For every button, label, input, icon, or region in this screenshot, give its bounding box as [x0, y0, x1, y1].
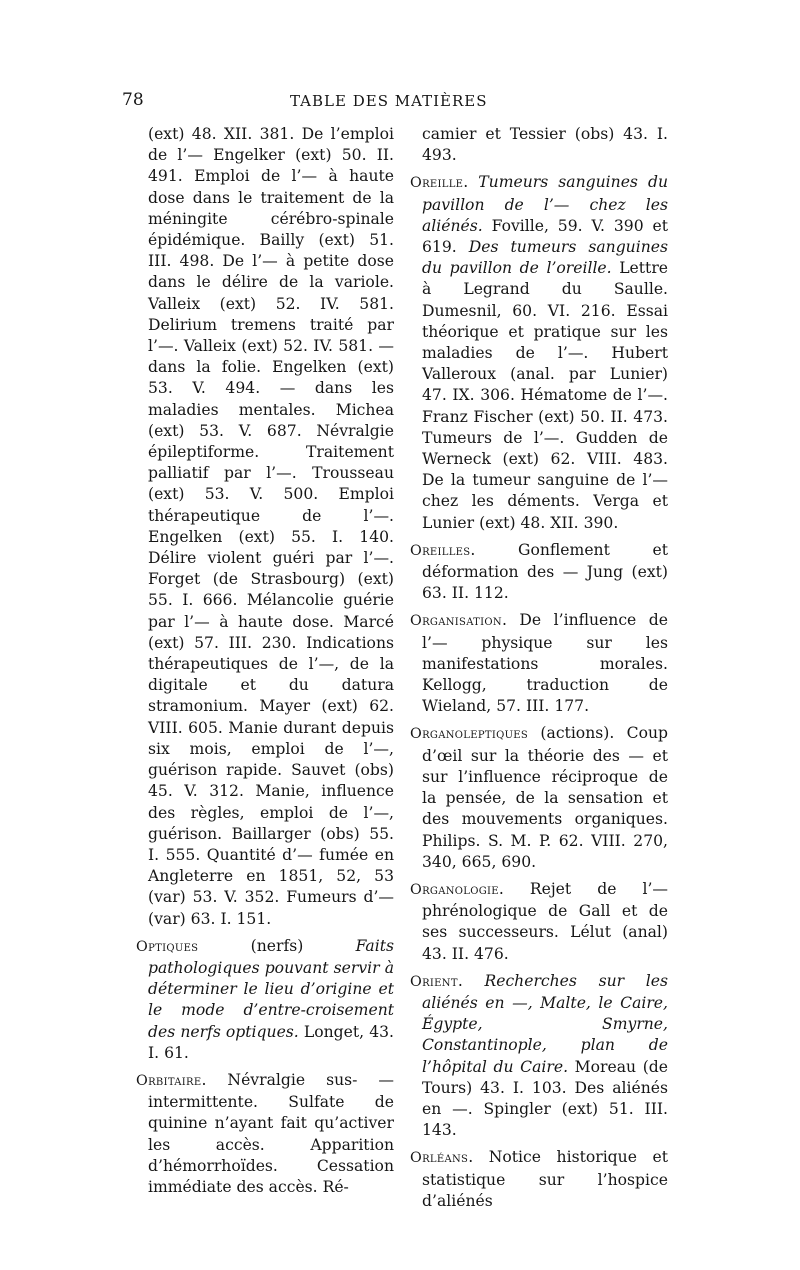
entry-title-italic: Tumeurs sanguines du pavillon de l’— chez les aliénés.: [422, 173, 668, 235]
entry-text: (ext) 48. XII. 381. De l’emploi de l’— Engelker (ext) 50. II. 491. Emploi de l’— à haute dose dans le traitement de la méningite cérébro-spinale épidémique. Bailly (ext) 51. III. 498. De l’— à petite dose dans le délire de la variole. Valleix (ext) 52. IV. 581. Delirium tremens traité par l’—. Valleix (ext) 52. IV. 581. — dans la folie. Engelken (ext) 53. V. 494. — dans les maladies mentales. Michea (ext) 53. V. 687. Névralgie épileptiforme. Traitement palliatif par l’—. Trousseau (ext) 53. V. 500. Emploi thérapeutique de l’—. Engelken (ext) 55. I. 140. Délire violent guéri par l’—. Forget (de Strasbourg) (ext) 55. I. 666. Mélancolie guérie par l’— à haute dose. Marcé (ext) 57. III. 230. Indications thérapeutiques de l’—, de la digitale et du datura stramonium. Mayer (ext) 62. VIII. 605. Manie durant depuis six mois, emploi de l’—, guérison rapide. Sauvet (obs) 45. V. 312. Manie, influence des règles, emploi de l’—, guérison. Baillarger (obs) 55. I. 555. Quantité d’— fumée en Angleterre en 1851, 52, 53 (var) 53. V. 352. Fumeurs d’— (var) 63. I. 151.: [148, 125, 394, 928]
entry-heading: Optiques: [136, 938, 199, 955]
entry-reference: Foville, 59. V. 390 et 619.: [422, 216, 668, 257]
entry-title-italic: Des tumeurs sanguines du pavillon de l’oreille.: [422, 238, 668, 278]
entry-heading: Orléans: [410, 1150, 469, 1167]
index-entry-orleans: [410, 1147, 668, 1212]
entry-text: .: [457, 971, 485, 990]
entry-heading: Orbitaire: [136, 1072, 202, 1089]
entry-heading: Organisation: [410, 613, 502, 630]
entry-text: camier et Tessier (obs) 43. I. 493.: [422, 125, 668, 165]
index-entry-oreille: [410, 172, 668, 533]
entry-title-italic: Recherches sur les aliénés en —, Malte, le Caire, Égypte, Smyrne, Constantinople, plan de l’hôpital du Caire.: [422, 971, 668, 1076]
entry-heading: Organologie: [410, 881, 499, 898]
entry-text: . Rejet de l’— phrénologique de Gall et de ses successeurs. Lélut (anal) 43. II. 476.: [422, 879, 668, 963]
index-entry-optiques: [136, 936, 394, 1064]
entry-text: . Notice historique et statistique sur l’hospice d’aliénés: [422, 1148, 668, 1210]
index-entry-organologie: [410, 879, 668, 965]
index-entry-organoleptiques: [410, 723, 668, 872]
entry-text: . Névralgie sus- — intermittente. Sulfate de quinine n’ayant fait qu’activer les accès. Apparition d’hémorrhoïdes. Cessation immédiate des accès. Ré-: [148, 1070, 394, 1196]
entry-title-italic: Faits pathologiques pouvant servir à déterminer le lieu d’origine et le mode d’entre-croisement des nerfs optiques.: [148, 936, 394, 1041]
entry-text: (actions). Coup d’œil sur la théorie des — et sur l’influence réciproque de la pensée, de la sensation et des mouvements organiques. Philips. S. M. P. 62. VIII. 270, 340, 665, 690.: [422, 724, 668, 871]
entry-heading: Orient: [410, 973, 458, 990]
entry-text: Lettre à Legrand du Saulle. Dumesnil, 60. VI. 216. Essai théorique et pratique sur les maladies de l’—. Hubert Valleroux (anal. par Lunier) 47. IX. 306. Hématome de l’—. Franz Fischer (ext) 50. II. 473. Tumeurs de l’—. Gudden de Werneck (ext) 62. VIII. 483. De la tumeur sanguine de l’— chez les déments. Verga et Lunier (ext) 48. XII. 390.: [422, 259, 669, 532]
entry-reference: Moreau (de Tours) 43. I. 103. Des aliénés en —. Spingler (ext) 51. III. 143.: [422, 1057, 668, 1140]
index-entry-organisation: [410, 610, 668, 717]
right-column: [410, 124, 668, 1212]
entry-text: (nerfs): [198, 936, 356, 955]
entry-heading: Oreille: [410, 175, 464, 192]
entry-heading: Organoleptiques: [410, 726, 529, 743]
page-header: [122, 90, 682, 114]
index-entry-orient: [410, 971, 668, 1142]
entry-heading: Oreilles: [410, 542, 471, 559]
left-column: [136, 124, 394, 1198]
index-entry-orbitaire: [136, 1070, 394, 1198]
entry-reference: Longet, 43. I. 61.: [148, 1022, 394, 1062]
page-number: 78: [122, 90, 144, 110]
entry-text: . De l’influence de l’— physique sur les manifestations morales. Kellogg, traduction de Wieland, 57. III. 177.: [422, 611, 668, 716]
entry-text: . Gonflement et déformation des — Jung (ext) 63. II. 112.: [422, 540, 668, 603]
index-entry-oreilles: [410, 540, 668, 605]
index-entry-orbitaire-continued: [410, 124, 668, 166]
running-title: TABLE DES MATIÈRES: [290, 92, 488, 110]
entry-text: .: [463, 173, 479, 192]
index-entry-opium-continued: [136, 124, 394, 930]
